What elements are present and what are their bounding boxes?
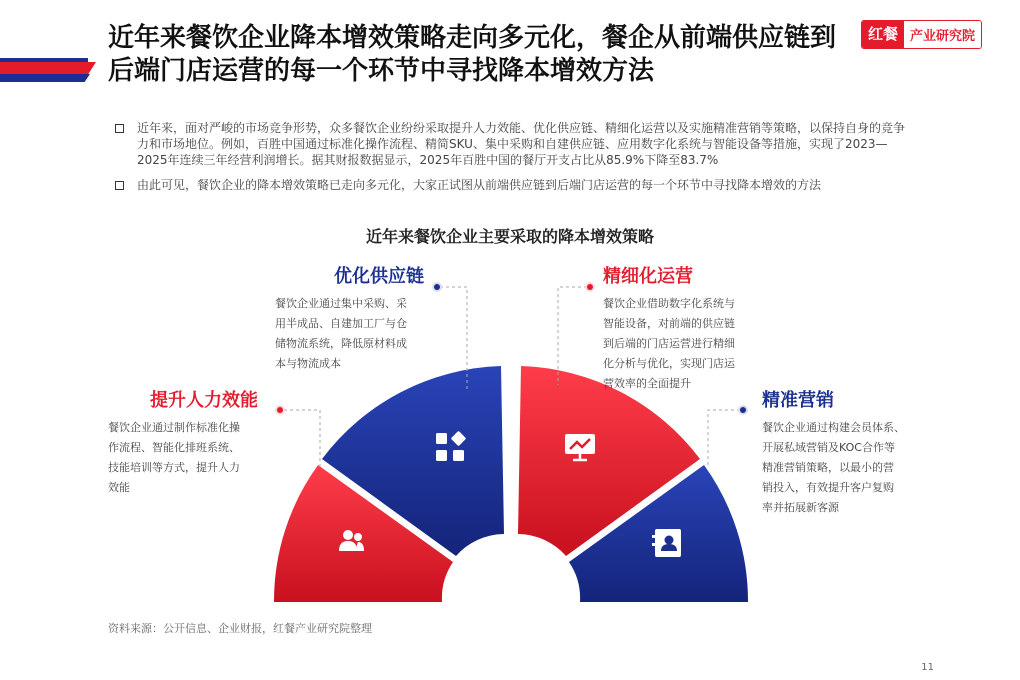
strategy-title-operations: 精细化运营 — [603, 266, 693, 287]
strategy-title-supply-chain: 优化供应链 — [334, 266, 424, 287]
desc-line: 化分析与优化，实现门店运 — [603, 357, 735, 370]
desc-line: 餐饮企业通过构建会员体系、 — [762, 421, 905, 434]
desc-line: 开展私域营销及KOC合作等 — [762, 441, 895, 454]
page-number: 11 — [921, 662, 934, 673]
desc-line: 餐饮企业通过集中采购、采 — [275, 297, 407, 310]
contact-book-icon — [652, 529, 681, 557]
strategy-desc-marketing — [762, 418, 942, 518]
page-title-line2: 后端门店运营的每一个环节中寻找降本增效方法 — [108, 56, 655, 86]
strategy-title-labor: 提升人力效能 — [150, 390, 258, 411]
brand-mark: 红餐 — [862, 21, 904, 48]
strategy-title-marketing: 精准营销 — [762, 390, 834, 411]
desc-line: 餐饮企业借助数字化系统与 — [603, 297, 735, 310]
bullet-text: 近年来，面对严峻的市场竞争形势，众多餐饮企业纷纷采取提升人力效能、优化供应链、精细化运营以及实施精准营销等策略，以保持自身的竞争力和市场地位。例如，百胜中国通过标准化操作流程、精简SKU、集中采购和自建供应链、应用数字化系统与智能设备等措施，实现了2023—2025年连续三年经营利润增长。据其财报数据显示，2025年百胜中国的餐厅开支占比从85.9%下降至83.7% — [137, 121, 906, 167]
desc-line: 智能设备，对前端的供应链 — [603, 317, 735, 330]
desc-line: 本与物流成本 — [275, 357, 341, 370]
desc-line: 餐饮企业通过制作标准化操 — [108, 421, 240, 434]
page-title-line1: 近年来餐饮企业降本增效策略走向多元化，餐企从前端供应链到 — [108, 23, 837, 53]
desc-line: 效能 — [108, 481, 130, 494]
desc-line: 作流程、智能化排班系统、 — [108, 441, 240, 454]
desc-line: 精准营销策略，以最小的营 — [762, 461, 894, 474]
desc-line: 到后端的门店运营进行精细 — [603, 337, 735, 350]
strategy-desc-operations — [603, 294, 778, 394]
desc-line: 用半成品、自建加工厂与仓 — [275, 317, 407, 330]
desc-line: 技能培训等方式，提升人力 — [108, 461, 240, 474]
desc-line: 营效率的全面提升 — [603, 377, 691, 390]
desc-line: 储物流系统，降低原材料成 — [275, 337, 407, 350]
strategy-desc-supply-chain — [275, 294, 450, 374]
brand-name: 产业研究院 — [904, 21, 981, 48]
source-note: 资料来源：公开信息、企业财报，红餐产业研究院整理 — [108, 622, 372, 635]
diagram-title: 近年来餐饮企业主要采取的降本增效策略 — [365, 227, 654, 246]
desc-line: 销投入，有效提升客户复购 — [762, 481, 894, 494]
desc-line: 率并拓展新客源 — [762, 501, 839, 514]
strategy-desc-labor — [108, 418, 283, 498]
bullet-text: 由此可见，餐饮企业的降本增效策略已走向多元化，大家正试图从前端供应链到后端门店运营的每一个环节中寻找降本增效的方法 — [137, 178, 822, 192]
